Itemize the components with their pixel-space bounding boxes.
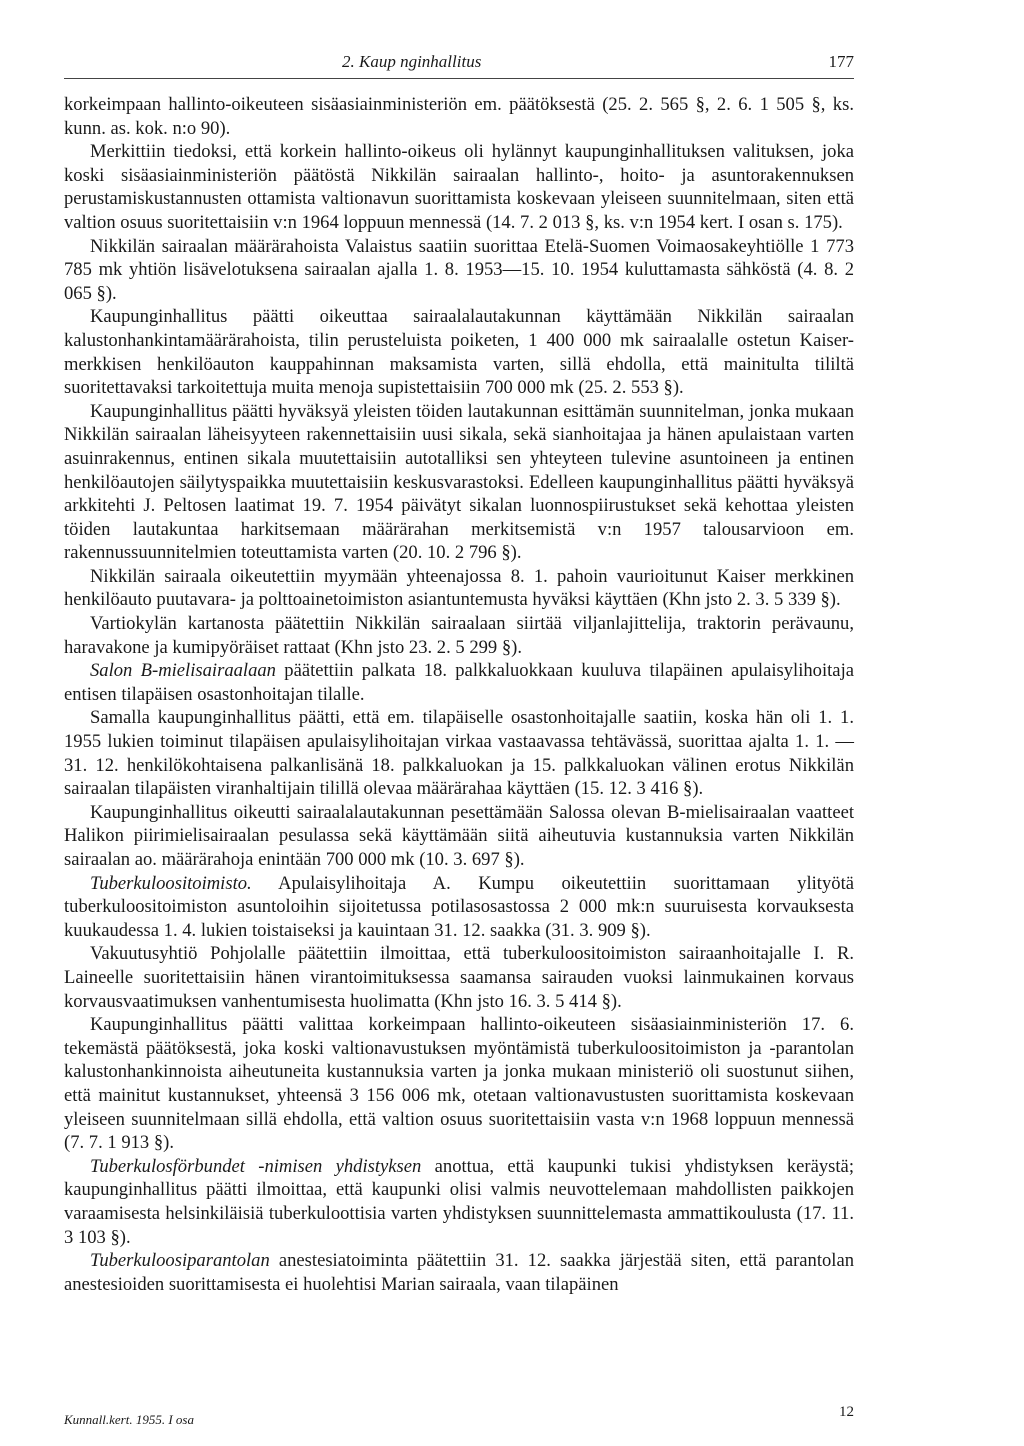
paragraph (64, 1249, 854, 1296)
paragraph-text: Samalla kaupunginhallitus päätti, että em. tilapäiselle osastonhoitajalle saatiin, koska hän oli 1. 1. 1955 lukien toiminut tilapäisen apulaisylihoitajan virkaa vastaavassa tehtävässä, suorittaa ajalta 1. 1. —31. 12. henkilökohtaisena palkanlisänä 18. palkkaluokan ja 15. palkkaluokan välinen erotus Nikkilän sairaalan tilapäisten viranhaltijain tilillä olevaa määrärahaa käyttäen (15. 12. 3 416 §). (64, 707, 854, 800)
paragraph-text: anottua, että kaupunki tukisi yhdistyksen keräystä; kaupunginhallitus päätti ilmoittaa, että kaupunki olisi valmis neuvottelemaan mahdollisten paikkojen varaamisesta helsinkiläisiä tuberkuloottisia varten yhdistyksen suunnittelemasta ammattikoulusta (17. 11. 3 103 §). (64, 1155, 854, 1248)
paragraph (64, 872, 854, 943)
header-rule (64, 78, 854, 79)
paragraph (64, 140, 854, 234)
paragraph (64, 305, 854, 399)
sheet-number: 12 (839, 1404, 854, 1420)
italic-heading: Tuberkuloositoimisto. (90, 872, 252, 894)
paragraph-text: Vartiokylän kartanosta päätettiin Nikkilän sairaalaan siirtää viljanlajittelija, traktorin perävaunu, haravakone ja kumipyöräiset rattaat (Khn jsto 23. 2. 5 299 §). (64, 613, 854, 658)
paragraph (64, 565, 854, 612)
running-title: 2. Kaup nginhallitus (342, 52, 482, 71)
document-page (64, 52, 854, 1296)
paragraph (64, 235, 854, 306)
paragraph (64, 659, 854, 706)
page-footer (64, 1404, 854, 1428)
paragraph (64, 612, 854, 659)
paragraph-text: Vakuutusyhtiö Pohjolalle päätettiin ilmoittaa, että tuberkuloositoimiston sairaanhoitajalle I. R. Laineelle suoritettaisiin hänen virantoimituksessa saamansa sairauden vuoksi lainmukainen korvaus korvausvaatimuksen vanhentumisesta huolimatta (Khn jsto 16. 3. 5 414 §). (64, 943, 854, 1012)
page-number: 177 (828, 52, 854, 71)
paragraph (64, 1155, 854, 1249)
paragraph-text: Nikkilän sairaala oikeutettiin myymään yhteenajossa 8. 1. pahoin vaurioitunut Kaiser merkkinen henkilöauto puutavara- ja polttoainetoimiston asiantuntemusta hyväksi käyttäen (Khn jsto 2. 3. 5 339 §). (64, 565, 854, 611)
paragraph-text: Kaupunginhallitus päätti valittaa korkeimpaan hallinto-oikeuteen sisäasiainministeriön 17. 6. tekemästä päätöksestä, joka koski valtionavustuksen myöntämistä tuberkuloositoimiston ja -parantolan kalustonhankinnoista aiheutuneita kustannuksia varten ja jonka mukaan ministeriö oli suostunut siihen, että mainitut kustannukset, yhteensä 3 156 006 mk, otetaan valtionavustusten suorittamista koskevaan yleiseen suunnitelmaan sillä ehdolla, että valtion osuus suoritettaisiin vasta v:n 1968 loppuun mennessä (7. 7. 1 913 §). (64, 1014, 854, 1154)
paragraph-text: Nikkilän sairaalan määrärahoista Valaistus saatiin suorittaa Etelä-Suomen Voimaosakeyhtiölle 1 773 785 mk yhtiön lisävelotuksena sairaalan ajalla 1. 8. 1953—15. 10. 1954 kuluttamasta sähköstä (4. 8. 2 065 §). (64, 235, 854, 304)
italic-heading: Salon B-mielisairaalaan (90, 660, 276, 682)
page-header (64, 52, 854, 78)
paragraph-text: Apulaisylihoitaja A. Kumpu oikeutettiin suorittamaan ylityötä tuberkuloositoimiston asuntoloihin sijoitetussa potilasosastossa 2 000 mk:n suuruisesta korvauksesta kuukaudessa 1. 4. lukien toistaiseksi ja kauintaan 31. 12. saakka (31. 3. 909 §). (64, 872, 854, 941)
paragraph (64, 706, 854, 800)
italic-heading: Tuberkulosförbundet -nimisen yhdistyksen (90, 1155, 422, 1177)
paragraph-text: Merkittiin tiedoksi, että korkein hallinto-oikeus oli hylännyt kaupunginhallituksen valituksen, joka koski sisäasiainministeriön päätöstä Nikkilän sairaalan hallinto-, hoito- ja asuntorakennuksen perustamiskustannusten ottamista valtionavun suorittamista koskevaan yleiseen suunnitelmaan, siten että valtion osuus suoritettaisiin v:n 1964 loppuun mennessä (14. 7. 2 013 §, ks. v:n 1954 kert. I osan s. 175). (64, 141, 854, 233)
paragraph-text: Kaupunginhallitus päätti hyväksyä yleisten töiden lautakunnan esittämän suunnitelman, jonka mukaan Nikkilän sairaalan läheisyyteen rakennettaisiin uusi sikala, sekä sianhoitajaa ja hänen apulaistaan varten asuinrakennus, entinen sikala muutettaisiin autotalliksi sen yhteyteen tulevine asuntoineen ja entinen henkilöautojen säilytyspaikka muutettaisiin keskusvarastoksi. Edelleen kaupunginhallitus päätti hyväksyä arkkitehti J. Peltosen laatimat 19. 7. 1954 päivätyt sikalan luonnospiirustukset sekä kehottaa yleisten töiden lautakuntaa harkitsemaan määrärahan merkitsemistä v:n 1957 talousarvioon em. rakennussuunnitelmien toteuttamista varten (20. 10. 2 796 §). (64, 400, 854, 564)
footer-source: Kunnall.kert. 1955. I osa (64, 1412, 194, 1427)
paragraph (64, 400, 854, 565)
paragraph-text: anestesiatoiminta päätettiin 31. 12. saakka järjestää siten, että parantolan anestesioiden suorittamisesta ei huolehtisi Marian sairaala, vaan tilapäinen (64, 1250, 854, 1295)
paragraph-text: korkeimpaan hallinto-oikeuteen sisäasiainministeriön em. päätöksestä (25. 2. 565 §, 2. 6. 1 505 §, ks. kunn. as. kok. n:o 90). (64, 94, 854, 139)
italic-heading: Tuberkuloosiparantolan (90, 1250, 270, 1272)
paragraph (64, 93, 854, 140)
paragraph (64, 1013, 854, 1155)
body-text (64, 93, 854, 1296)
paragraph-text: päätettiin palkata 18. palkkaluokkaan kuuluva tilapäinen apulaisylihoitaja entisen tilapäisen osastonhoitajan tilalle. (64, 660, 854, 705)
paragraph (64, 801, 854, 872)
paragraph-text: Kaupunginhallitus päätti oikeuttaa sairaalalautakunnan käyttämään Nikkilän sairaalan kalustonhankintamäärärahoista, tilin perusteluista poiketen, 1 400 000 mk sairaalalle ostetun Kaiser-merkkisen henkilöauton kauppahinnan maksamista varten, sillä ehdolla, että mainitulta tililtä suoritettavaksi tarkoitettuja muita menoja supistettaisiin 700 000 mk (25. 2. 553 §). (64, 306, 854, 399)
paragraph-text: Kaupunginhallitus oikeutti sairaalalautakunnan pesettämään Salossa olevan B-mielisairaalan vaatteet Halikon piirimielisairaalan pesulassa sekä käyttämään siitä aiheutuvia kustannuksia varten Nikkilän sairaalan ao. määrärahoja enintään 700 000 mk (10. 3. 697 §). (64, 801, 854, 870)
paragraph (64, 942, 854, 1013)
